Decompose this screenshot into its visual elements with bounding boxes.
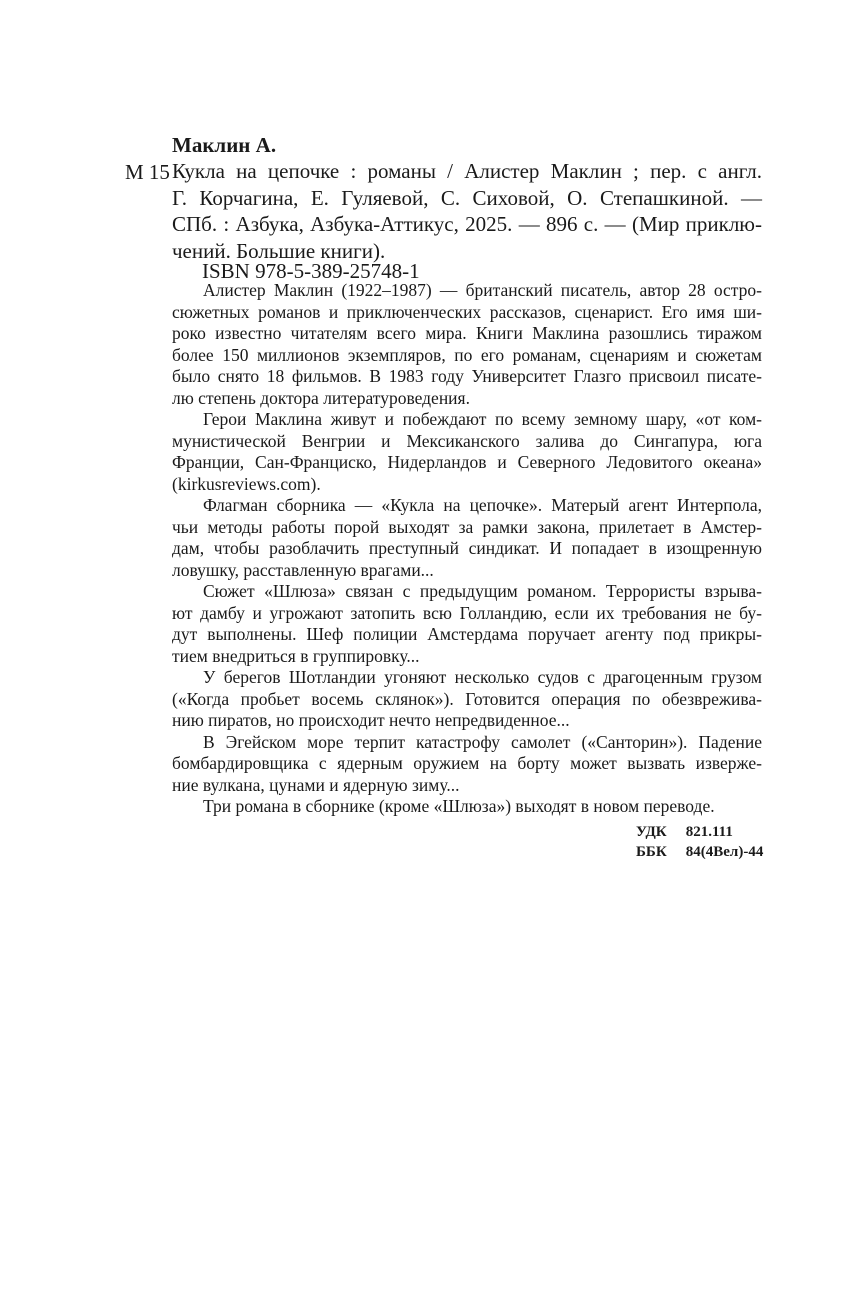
annotation-line: чьи методы работы порой выходят за рамки закона, прилетает в Амстер- [172, 516, 762, 537]
annotation-paragraph [172, 495, 762, 581]
isbn: ISBN 978-5-389-25748-1 [202, 259, 420, 283]
annotation [172, 280, 762, 818]
author-sign-code: М 15 [125, 160, 170, 184]
annotation-line: Три романа в сборнике (кроме «Шлюза») выходят в новом переводе. [203, 796, 715, 816]
annotation-line: мунистической Венгрии и Мексиканского залива до Сингапура, юга [172, 430, 762, 451]
annotation-line: Франции, Сан-Франциско, Нидерландов и Северного Ледовитого океана» [172, 452, 762, 472]
annotation-line: дут выполнены. Шеф полиции Амстердама поручает агенту под прикры- [172, 624, 762, 644]
annotation-line: (kirkusreviews.com). [172, 473, 321, 494]
annotation-line: Алистер Маклин (1922–1987) — британский писатель, автор 28 остро- [203, 280, 762, 300]
biblio-line: Кукла на цепочке : романы / Алистер Маклин ; пер. с англ. [172, 159, 762, 183]
annotation-line: было снято 18 фильмов. В 1983 году Университет Глазго присвоил писате- [172, 366, 762, 386]
annotation-paragraph [172, 732, 762, 797]
biblio-line: СПб. : Азбука, Азбука-Аттикус, 2025. — 896 с. — (Мир приклю- [172, 212, 762, 236]
annotation-line: нию пиратов, но происходит нечто непредвиденное... [172, 710, 570, 730]
annotation-paragraph [172, 409, 762, 495]
annotation-line: ловушку, расставленную врагами... [172, 559, 434, 580]
annotation-line: Сюжет «Шлюза» связан с предыдущим романом. Террористы взрыва- [203, 581, 762, 601]
bibliographic-description [172, 158, 762, 264]
classification-indexes [636, 822, 763, 862]
annotation-line: ние вулкана, цунами и ядерную зиму... [172, 774, 460, 795]
annotation-line: («Когда пробьет восемь склянок»). Готовится операция по обезврежива- [172, 688, 762, 709]
biblio-line: Г. Корчагина, Е. Гуляевой, С. Сиховой, О. Степашкиной. — [172, 185, 762, 210]
bbk-value: 84(4Вел)-44 [685, 844, 764, 860]
annotation-line: роко известно читателям всего мира. Книги Маклина разошлись тиражом [172, 323, 762, 343]
annotation-line: дам, чтобы разоблачить преступный синдикат. И попадает в изощренную [172, 538, 762, 558]
udk-label: УДК [636, 824, 667, 840]
annotation-line: Герои Маклина живут и побеждают по всему земному шару, «от ком- [203, 409, 762, 429]
annotation-paragraph [172, 667, 762, 732]
annotation-line: более 150 миллионов экземпляров, по его романам, сценариям и сюжетам [172, 344, 762, 365]
annotation-line: тием внедриться в группировку... [172, 645, 420, 666]
bbk-row [636, 842, 763, 862]
annotation-line: Флагман сборника — «Кукла на цепочке». Матерый агент Интерпола, [203, 495, 762, 515]
author-heading: Маклин А. [172, 133, 277, 157]
bbk-label: ББК [636, 844, 667, 860]
annotation-paragraph [172, 280, 762, 409]
annotation-line: лю степень доктора литературоведения. [172, 387, 470, 408]
udk-value: 821.111 [685, 824, 733, 840]
annotation-line: бомбардировщика с ядерным оружием на борту может вызвать изверже- [172, 753, 762, 773]
annotation-paragraph [172, 581, 762, 667]
udk-row [636, 822, 763, 842]
annotation-paragraph [172, 796, 762, 818]
annotation-line: У берегов Шотландии угоняют несколько судов с драгоценным грузом [203, 667, 762, 687]
annotation-line: ют дамбу и угрожают затопить всю Голландию, если их требования не бу- [172, 602, 762, 623]
annotation-line: В Эгейском море терпит катастрофу самолет («Санторин»). Падение [203, 731, 762, 752]
annotation-line: сюжетных романов и приключенческих рассказов, сценарист. Его имя ши- [172, 301, 762, 322]
biblio-line: чений. Большие книги). [172, 238, 386, 263]
